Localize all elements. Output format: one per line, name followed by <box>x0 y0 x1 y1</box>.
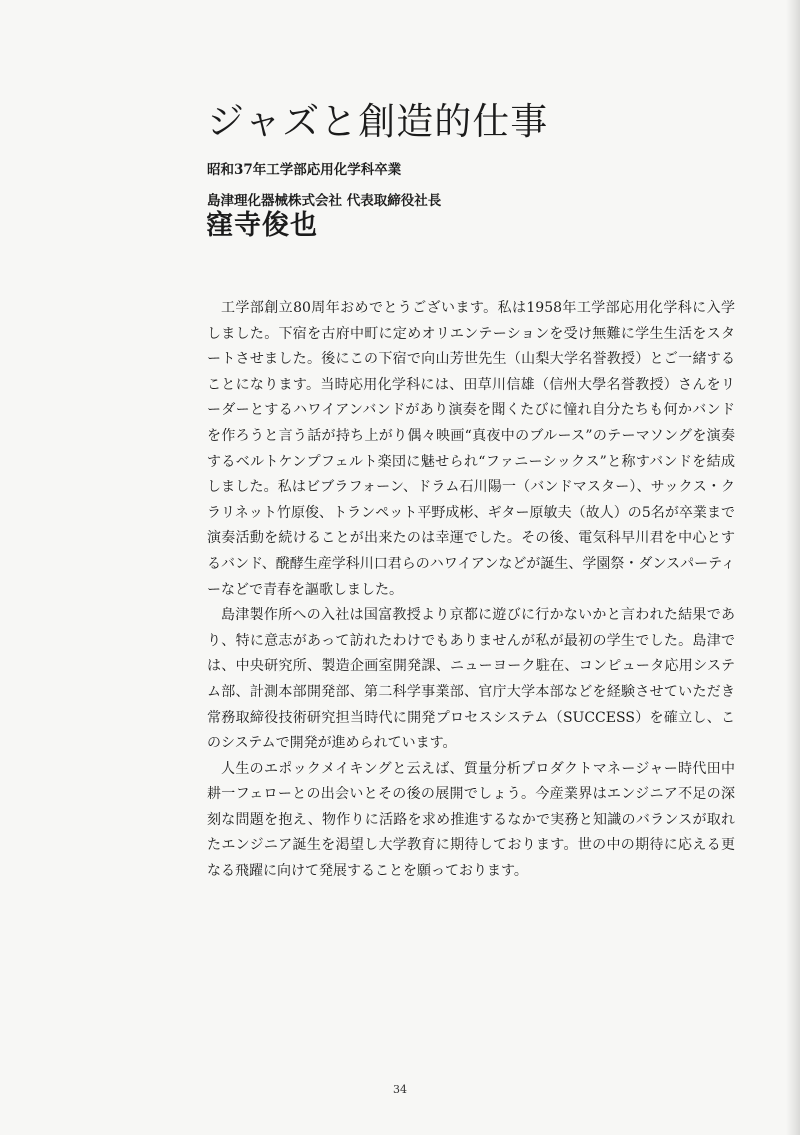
page-edge-shadow <box>786 0 800 1135</box>
article-body <box>207 296 735 885</box>
article-title: ジャズと創造的仕事 <box>207 100 549 143</box>
author-name: 窪寺俊也 <box>206 210 318 241</box>
page-number: 34 <box>393 1083 407 1096</box>
paragraph-3: 人生のエポックメイキングと云えば、質量分析プロダクトマネージャー時代田中耕一フェローとの出会いとその後の展開でしょう。今産業界はエンジニア不足の深刻な問題を抱え、物作りに活路を求め推進するなかで実務と知識のバランスが取れたエンジニア誕生を渇望し大学教育に期待しております。世の中の期待に応える更なる飛躍に向けて発展することを願っております。 <box>207 760 735 880</box>
paragraph-2: 島津製作所への入社は国富教授より京都に遊びに行かないかと言われた結果であり、特に意志があって訪れたわけでもありませんが私が最初の学生でした。島津では、中央研究所、製造企画室開発課、ニューヨーク駐在、コンピュータ応用システム部、計測本部開発部、第二科学事業部、官庁大学本部などを経験させていただき常務取締役技術研究担当時代に開発プロセスシステム（SUCCESS）を確立し、このシステムで開発が進められています。 <box>207 607 735 752</box>
author-credentials <box>207 160 441 212</box>
author-graduation: 昭和37年工学部応用化学科卒業 <box>207 162 402 178</box>
author-affiliation: 島津理化器械株式会社 代表取締役社長 <box>207 193 442 209</box>
paragraph-1: 工学部創立80周年おめでとうございます。私は1958年工学部応用化学科に入学しました。下宿を古府中町に定めオリエンテーションを受け無難に学生生活をスタートさせました。後にこの下宿で向山芳世先生（山梨大学名誉教授）とご一緒することになります。当時応用化学科には、田草川信雄（信州大學名誉教授）さんをリーダーとするハワイアンバンドがあり演奏を聞くたびに憧れ自分たちも何かバンドを作ろうと言う話が持ち上がり偶々映画“真夜中のブルース”のテーマソングを演奏するベルトケンプフェルト楽団に魅せられ“ファニーシックス”と称すバンドを結成しました。私はビブラフォーン、ドラム石川陽一（バンドマスター）、サックス・クラリネット竹原俊、トランペット平野成彬、ギター原敏夫（故人）の5名が卒業まで演奏活動を続けることが出来たのは幸運でした。その後、電気科早川君を中心とするバンド、醗酵生産学科川口君らのハワイアンなどが誕生、学園祭・ダンスパーティーなどで青春を謳歌しました。 <box>207 300 735 598</box>
